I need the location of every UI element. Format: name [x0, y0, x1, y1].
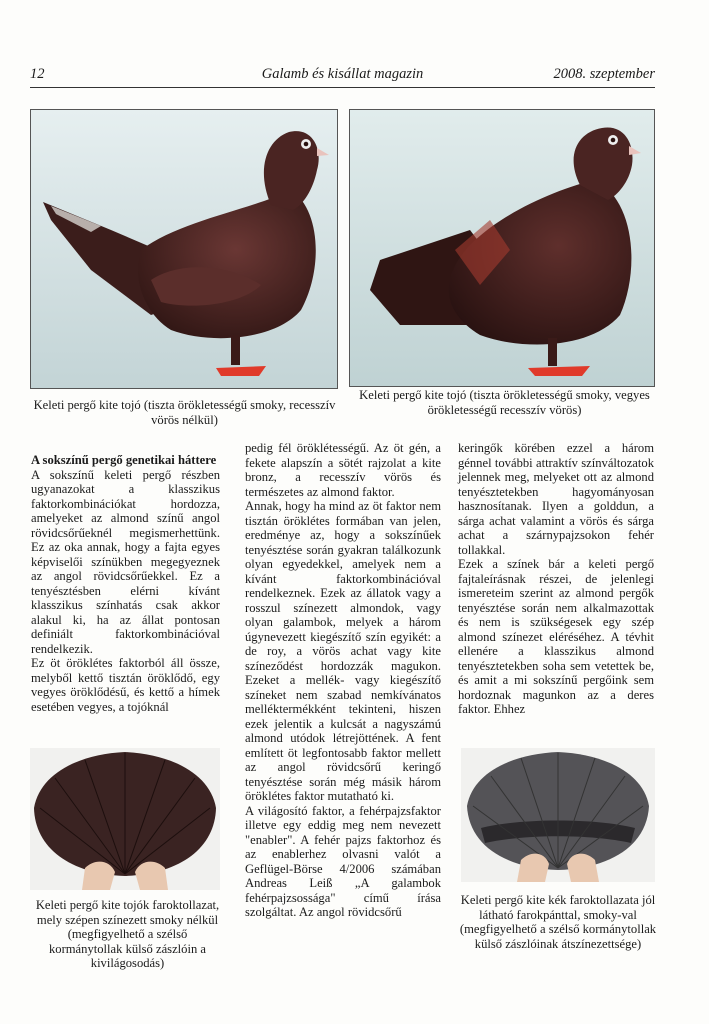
photo-1-caption: Keleti pergő kite tojó (tiszta örökletességű smoky, recesszív vörös nélkül) — [33, 398, 336, 427]
tail-feather-photo-1 — [30, 748, 220, 890]
tail-feather-photo-2 — [461, 748, 655, 882]
page-number: 12 — [30, 66, 45, 82]
header-rule — [30, 87, 655, 88]
pigeon-photo-2 — [349, 109, 655, 387]
column-2-paragraph: A világosító faktor, a fehérpajzsfaktor illetve egy eddig meg nem nevezett "enabler". A fehér pajzs faktorhoz és az enablerhez olvasni valót a Geflügel-Börse 4/2006 számában Andreas Leiß „A galambok fehérpajzsossága" című írása szolgáltat. Az angol rövidcsőrű — [245, 803, 441, 919]
column-2-paragraph: Annak, hogy ha mind az öt faktor nem tisztán öröklétes formában van jelen, eredménye az, hogy a sokszínűek tenyésztése során gyakran találkozunk olyan egyedekkel, amelyek nem a kívánt faktorkombinációval rendelkeznek. Ezek az állatok vagy a rosszul színezett almondok, vagy olyan galambok, melyek a három úgynevezett kiegészítő szín egyikét: a de roy, a vörös achat vagy kite színeződést hordozzák magukon. Ezeket a mellék- vagy kiegészítő színeket nem szabad nemkívánatos melléktermékként tekinteni, hiszen ezek jelentik a kulcsát a nagyszámú almond utódok létrejöttének. A fent említett öt legfontosabb faktor mellett az angol rövidcsőrű keringő tenyésztése során még másik három öröklétes faktor mutatható ki. — [245, 499, 441, 803]
photo-4-caption: Keleti pergő kite kék faroktollazata jól látható farokpánttal, smoky-val (megfigyelhető a szélső kormánytollak külső zászlóinak átszínezettsége) — [459, 893, 657, 951]
column-1-paragraph: A sokszínű keleti pergő részben ugyanazokat a klasszikus faktorkombinációkat hordozza, amelyeket az almond színű angol rövidcsőrűeknél megismerhettünk. Ez az oka annak, hogy a fajta egyes képviselői színükben megegyeznek az angol rövidcsőrűekkel. Ez a tenyésztésben elérni kívánt klasszikus színhatás csak akkor alakul ki, ha az állat pontosan definiált faktorkombinációval rendelkezik. — [31, 467, 220, 656]
photo-2-caption: Keleti pergő kite tojó (tiszta örökletességű smoky, vegyes örökletességű recesszív vörös) — [359, 388, 650, 417]
magazine-title: Galamb és kisállat magazin — [261, 66, 424, 82]
article-column-1 — [31, 453, 220, 714]
column-2-paragraph: pedig fél öröklétességű. Az öt gén, a fekete alapszín a sötét rajzolat a kite bronz, a recesszív vörös és természetes az almond faktor. — [245, 441, 441, 499]
photo-3-caption: Keleti pergő kite tojók faroktollazat, mely szépen színezett smoky nélkül (megfigyelhető a szélső kormánytollak külső zászlóin a kivilágosodás) — [35, 898, 220, 970]
pigeon-photo-1 — [30, 109, 338, 389]
column-1-paragraph: Ez öt öröklétes faktorból áll össze, melyből kettő tisztán öröklődő, egy vegyes öröklődésű, és kettő a hímek esetében vegyes, a tojóknál — [31, 656, 220, 714]
article-column-2 — [245, 441, 441, 920]
column-3-paragraph: Ezek a színek bár a keleti pergő fajtaleírásnak részei, de jelenlegi ismereteim szerint az almond pergők tenyésztése során nem alkalmazottak és nem is szükségesek egy szép almond színezet eléréséhez. A tévhit ellenére a klasszikus almond tenyésztetekben soha sem vetettek be, és amit a mi sokszínű pergőink sem hordoznak magunkon az a deres faktor. Ehhez — [458, 557, 654, 716]
article-heading: A sokszínű pergő genetikai háttere — [31, 453, 217, 467]
article-column-3 — [458, 441, 654, 717]
column-3-paragraph: keringők körében ezzel a három génnel további attraktív színváltozatok jelennek meg, melyeket ott az almond tenyésztetekben hagyományosan hasznosítanak. Ilyen a golddun, a sárga achat valamint a vörös és sárga achat a szárnypajzsokon fehér tollakkal. — [458, 441, 654, 557]
page-header — [30, 66, 655, 88]
issue-date: 2008. szeptember — [553, 66, 655, 82]
